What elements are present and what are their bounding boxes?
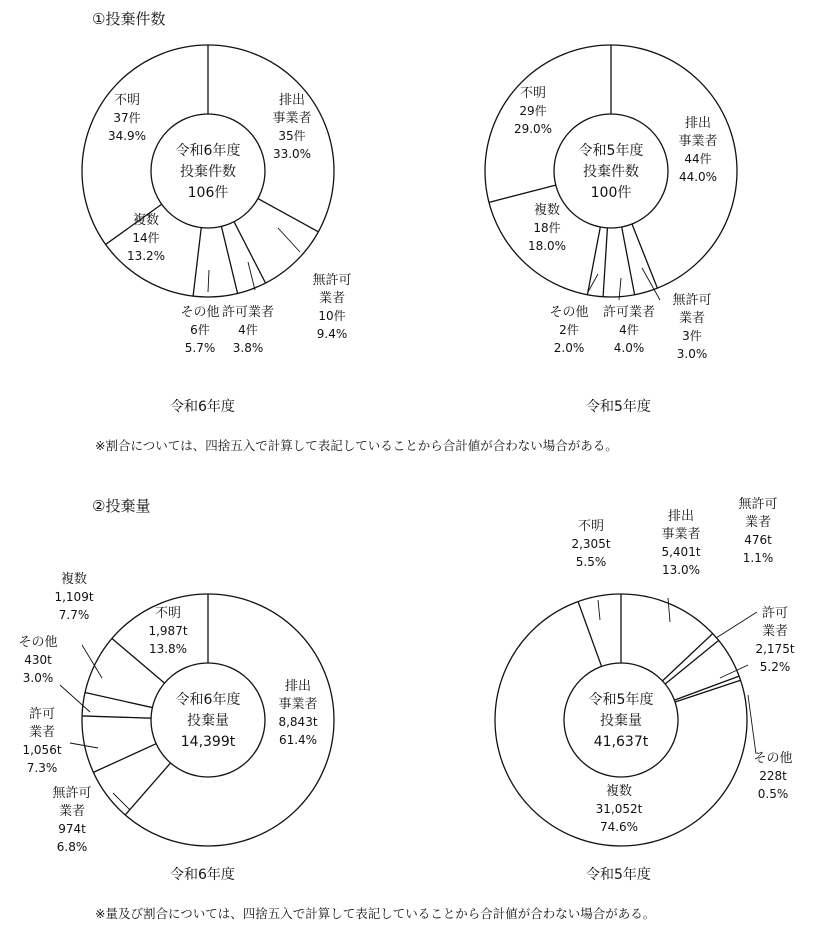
label-value: 1,987t <box>148 624 188 638</box>
label-value: 18件 <box>533 221 561 235</box>
label-text: 排出 <box>278 93 306 108</box>
label-value: 1,056t <box>22 743 62 757</box>
center-label-line: 令和5年度 <box>588 692 654 708</box>
label-hainshutsu <box>661 508 700 577</box>
leader-line <box>716 612 757 638</box>
label-kyoka <box>222 304 274 355</box>
label-value: 974t <box>58 822 86 836</box>
note-cases: ※割合については、四捨五入で計算して表記していることから合計値が合わない場合がある。 <box>95 438 618 453</box>
caption-cases-r5: 令和5年度 <box>586 399 651 415</box>
label-text: 業者 <box>58 804 86 819</box>
label-value: 430t <box>24 653 52 667</box>
label-text: 複数 <box>605 784 633 799</box>
label-value: 4件 <box>619 323 639 337</box>
donut-chart-2 <box>485 45 737 361</box>
label-value: 3.8% <box>232 341 264 355</box>
label-text: 許可業者 <box>221 305 275 320</box>
label-kyoka <box>603 304 655 355</box>
label-mukyoka <box>738 497 777 565</box>
label-value: 5,401t <box>661 545 701 559</box>
label-text: 許可業者 <box>602 305 656 320</box>
label-value: 29.0% <box>513 122 553 136</box>
label-value: 3.0% <box>22 671 54 685</box>
label-sonota <box>18 635 57 685</box>
leader-line <box>748 695 756 754</box>
label-value: 6.8% <box>56 840 88 854</box>
center-label-line: 令和6年度 <box>175 143 241 159</box>
center-label-line: 投棄件数 <box>583 164 639 180</box>
label-value: 2,305t <box>571 537 611 551</box>
label-value: 61.4% <box>278 733 318 747</box>
label-text: 不明 <box>113 93 141 108</box>
label-value: 8,843t <box>278 715 318 729</box>
label-text: 排出 <box>667 509 695 524</box>
center-label-line: 令和6年度 <box>175 692 241 708</box>
label-value: 13.8% <box>148 642 188 656</box>
label-text: 複数 <box>132 213 160 228</box>
note-volume: ※量及び割合については、四捨五入で計算して表記していることから合計値が合わない場合がある。 <box>95 906 656 921</box>
label-text: 事業者 <box>678 134 718 149</box>
label-value: 1,109t <box>54 590 94 604</box>
center-label-line: 41,637t <box>593 734 649 750</box>
label-value: 228t <box>759 769 787 783</box>
label-value: 44件 <box>684 152 712 166</box>
label-sonota <box>549 305 588 355</box>
label-value: 18.0% <box>527 239 567 253</box>
label-text: 不明 <box>154 606 182 621</box>
label-value: 1.1% <box>742 551 774 565</box>
label-value: 29件 <box>519 104 547 118</box>
center-label-line: 令和5年度 <box>578 143 644 159</box>
label-value: 7.7% <box>58 608 90 622</box>
donut-chart-4 <box>495 497 795 846</box>
section-title-volume: ②投棄量 <box>92 497 151 515</box>
label-value: 7.3% <box>26 761 58 775</box>
donut-chart-3 <box>18 571 334 854</box>
label-value: 34.9% <box>107 129 147 143</box>
label-value: 476t <box>744 533 772 547</box>
label-value: 37件 <box>113 111 141 125</box>
label-value: 3.0% <box>676 347 708 361</box>
label-text: 排出 <box>684 116 712 131</box>
label-text: 無許可 <box>672 293 712 308</box>
label-mukyoka <box>52 786 91 854</box>
label-text: 無許可 <box>312 273 352 288</box>
label-value: 2件 <box>559 323 579 337</box>
label-sonota <box>753 751 792 801</box>
label-value: 9.4% <box>316 327 348 341</box>
label-mukyoka <box>672 293 711 361</box>
label-text: 複数 <box>60 572 88 587</box>
label-value: 5.5% <box>575 555 607 569</box>
label-value: 2,175t <box>755 642 795 656</box>
label-text: 許可 <box>28 707 56 722</box>
label-value: 5.7% <box>184 341 216 355</box>
donut-chart-1 <box>82 45 352 355</box>
center-label-line: 14,399t <box>180 734 236 750</box>
label-value: 13.2% <box>126 249 166 263</box>
label-text: 複数 <box>533 203 561 218</box>
label-value: 5.2% <box>759 660 791 674</box>
center-label-line: 106件 <box>187 185 229 201</box>
label-text: 事業者 <box>661 527 701 542</box>
label-value: 6件 <box>190 323 210 337</box>
label-value: 2.0% <box>553 341 585 355</box>
label-text: 業者 <box>761 624 789 639</box>
label-kyoka <box>755 606 794 674</box>
label-value: 4件 <box>238 323 258 337</box>
label-value: 10件 <box>318 309 346 323</box>
label-value: 14件 <box>132 231 160 245</box>
label-fumei <box>571 519 610 569</box>
label-value: 13.0% <box>661 563 701 577</box>
label-text: 無許可 <box>738 497 778 512</box>
label-text: 無許可 <box>52 786 92 801</box>
caption-volume-r5: 令和5年度 <box>586 867 651 883</box>
label-text: 業者 <box>28 725 56 740</box>
label-value: 44.0% <box>678 170 718 184</box>
label-text: 許可 <box>761 606 789 621</box>
label-text: その他 <box>549 305 589 320</box>
label-text: その他 <box>180 305 220 320</box>
label-value: 35件 <box>278 129 306 143</box>
label-value: 0.5% <box>757 787 789 801</box>
label-text: 業者 <box>318 291 346 306</box>
label-sonota <box>180 305 219 355</box>
label-mukyoka <box>312 273 351 341</box>
label-text: 業者 <box>744 515 772 530</box>
label-text: 不明 <box>577 519 605 534</box>
label-value: 31,052t <box>595 802 643 816</box>
label-text: 不明 <box>519 86 547 101</box>
label-text: 業者 <box>678 311 706 326</box>
label-value: 74.6% <box>599 820 639 834</box>
label-text: 事業者 <box>272 111 312 126</box>
center-label-line: 投棄量 <box>600 713 642 729</box>
label-fukusu <box>54 571 93 622</box>
label-value: 33.0% <box>272 147 312 161</box>
center-label-line: 100件 <box>590 185 632 201</box>
caption-volume-r6: 令和6年度 <box>170 867 235 883</box>
label-kyoka <box>22 707 61 775</box>
label-value: 3件 <box>682 329 702 343</box>
label-text: その他 <box>753 751 793 766</box>
center-label-line: 投棄量 <box>187 713 229 729</box>
caption-cases-r6: 令和6年度 <box>170 399 235 415</box>
label-text: 事業者 <box>278 697 318 712</box>
section-title-cases: ①投棄件数 <box>92 10 166 28</box>
label-value: 4.0% <box>613 341 645 355</box>
label-text: 排出 <box>284 679 312 694</box>
label-text: その他 <box>18 635 58 650</box>
center-label-line: 投棄件数 <box>180 164 236 180</box>
